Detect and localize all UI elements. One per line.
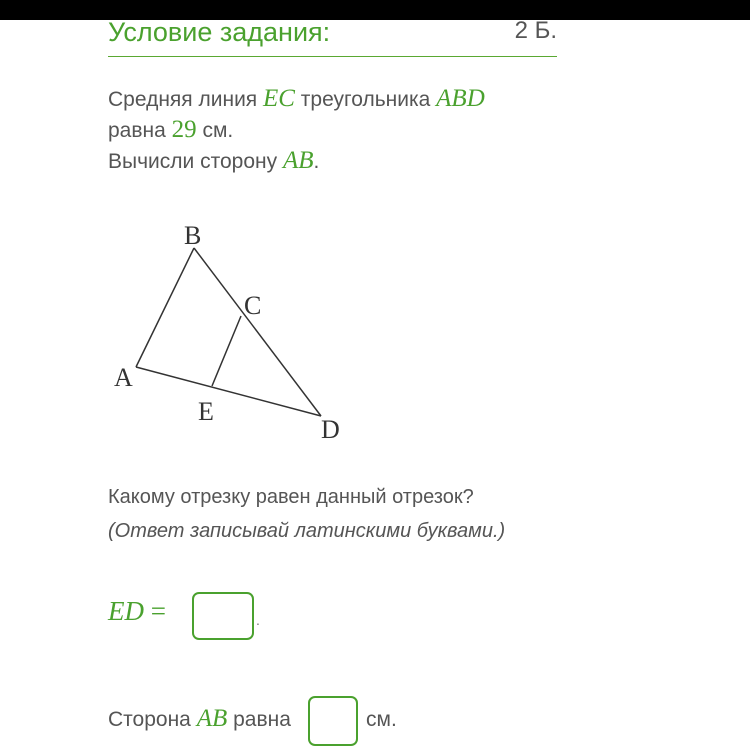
length-value: 29 [171,116,197,143]
point-label-e: E [198,397,214,426]
task-points: 2 Б. [514,17,557,44]
answer-ab-line [108,705,291,733]
vertex-label-d: D [321,415,340,444]
question-hint: (Ответ записывай латинскими буквами.) [108,520,506,542]
answer-text: Сторона [108,708,197,731]
segment-ec: EC [263,85,295,112]
side-ab [136,248,194,367]
vertex-label-c: C [244,291,262,320]
task-header [108,14,557,57]
condition-line-3 [108,146,485,177]
triangle-figure [100,210,360,450]
condition-line-2 [108,115,485,146]
vertex-label-a: A [114,363,133,392]
segment-ed: ED [108,596,144,626]
side-bd [194,248,321,416]
answer-input-segment[interactable] [192,592,254,640]
answer-input-length[interactable] [308,696,358,746]
question-text: Какому отрезку равен данный отрезок? [108,486,474,508]
segment-ab: AB [282,147,314,174]
condition-text: равна [108,119,172,142]
triangle-abd: ABD [436,85,485,112]
condition-text: Средняя линия [108,88,264,111]
condition-text: Вычисли сторону [108,150,283,173]
vertex-label-b: B [184,221,202,250]
answer-unit: см. [366,708,397,731]
condition-text: . [313,150,320,173]
equation-ed [108,596,166,627]
task-title: Условие задания: [108,17,331,47]
answer-text: равна [227,708,291,731]
side-ad [136,367,321,416]
condition-text: треугольника [294,88,437,111]
condition-line-1 [108,84,485,115]
segment-ab-answer: AB [196,705,228,732]
equals-sign: = [144,596,166,626]
period: . [256,612,260,628]
length-unit: см. [196,119,234,142]
midline-ec [212,316,241,386]
task-condition [108,84,485,177]
